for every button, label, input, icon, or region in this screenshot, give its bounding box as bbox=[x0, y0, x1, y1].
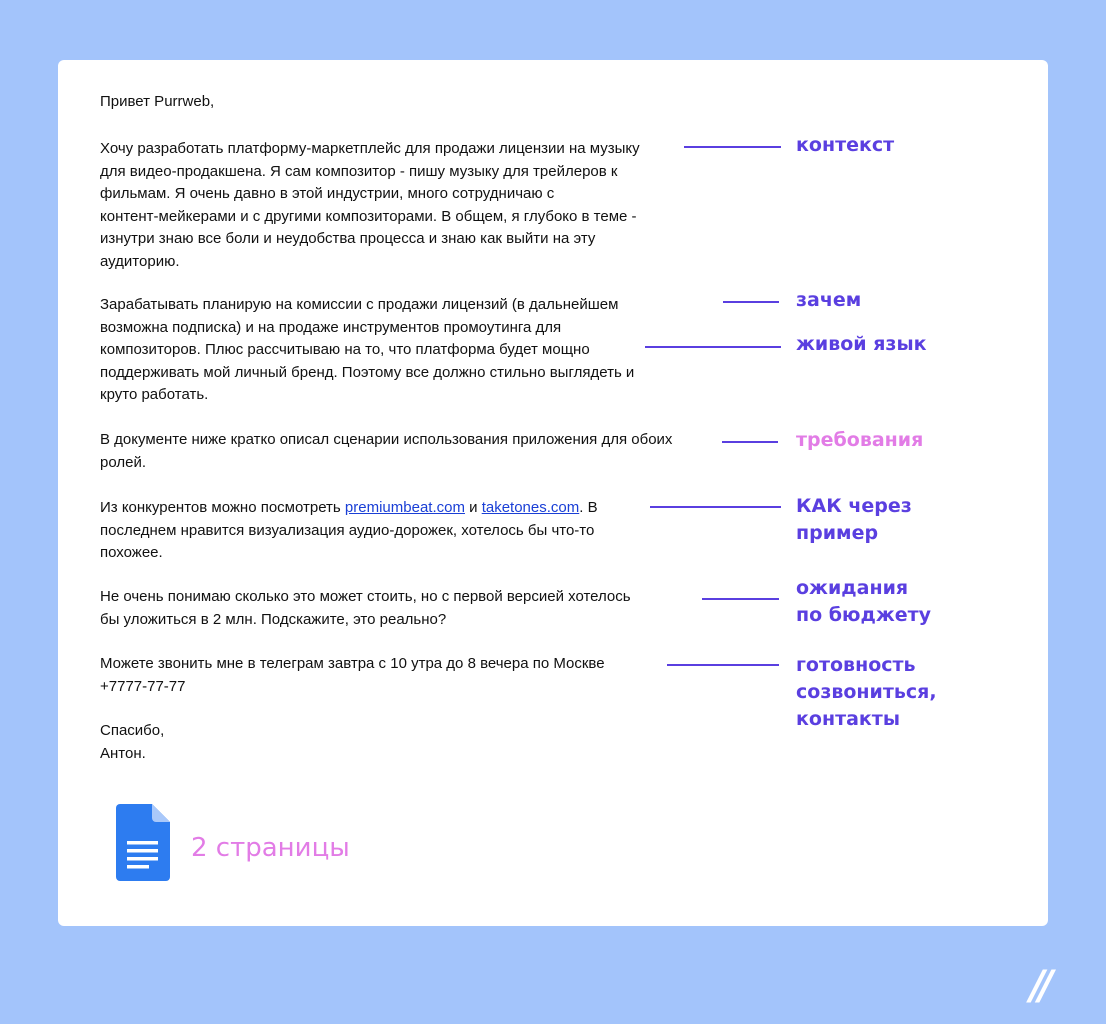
letter-paragraph-contacts: Можете звонить мне в телеграм завтра с 10 утра до 8 вечера по Москве +7777-77-77 bbox=[100, 655, 605, 695]
connector-line-requirements bbox=[722, 441, 778, 443]
connector-line-live-language bbox=[645, 346, 781, 348]
connector-line-why bbox=[723, 301, 779, 303]
letter-closing: Спасибо, Антон. bbox=[100, 722, 165, 762]
letter-paragraph-budget: Не очень понимаю сколько это может стоить, но с первой версией хотелось бы уложиться в 2 млн. Подскажите, это реально? bbox=[100, 588, 631, 628]
brand-logo: // bbox=[1030, 963, 1048, 1009]
competitors-text-and: и bbox=[464, 499, 482, 516]
google-docs-icon bbox=[116, 804, 170, 881]
annotation-live-language: живой язык bbox=[796, 333, 927, 355]
connector-line-how-example bbox=[650, 506, 781, 508]
annotation-how-example: КАК через пример bbox=[796, 495, 912, 544]
annotation-why: зачем bbox=[796, 289, 862, 311]
annotation-requirements: требования bbox=[796, 429, 924, 451]
competitors-text-prefix: Из конкурентов можно посмотреть bbox=[100, 499, 345, 516]
connector-line-contacts bbox=[667, 664, 779, 666]
connector-line-budget bbox=[702, 598, 779, 600]
annotation-contacts: готовность созвониться, контакты bbox=[796, 654, 937, 730]
pages-count-label: 2 страницы bbox=[191, 833, 350, 863]
annotation-context: контекст bbox=[796, 134, 895, 156]
letter-paragraph-requirements: В документе ниже кратко описал сценарии использования приложения для обоих ролей. bbox=[100, 431, 673, 471]
link-taketones[interactable]: taketones.com bbox=[481, 499, 580, 516]
letter-paragraph-monetization: Зарабатывать планирую на комиссии с продажи лицензий (в дальнейшем возможна подписка) и на продаже инструментов промоутинга для композиторов. Плюс рассчитываю на то, что платформа будет мощно поддерживать мой личный бренд. Поэтому все должно стильно выглядеть и круто работать. bbox=[100, 296, 635, 403]
letter-greeting: Привет Purrweb, bbox=[100, 93, 215, 110]
connector-line-context bbox=[684, 146, 781, 148]
link-premiumbeat[interactable]: premiumbeat.com bbox=[344, 499, 465, 516]
letter-paragraph-competitors bbox=[100, 497, 598, 565]
competitors-text-suffix: . В последнем нравится визуализация аудио-дорожек, хотелось бы что-то похожее. bbox=[100, 499, 598, 561]
annotation-budget: ожидания по бюджету bbox=[796, 577, 932, 626]
letter-paragraph-context: Хочу разработать платформу-маркетплейс для продажи лицензии на музыку для видео-продакшена. Я сам композитор - пишу музыку для трейлеров к фильмам. Я очень давно в этой индустрии, много сотрудничаю с контент-мейкерами и с другими композиторами. В общем, я глубоко в теме - изнутри знаю все боли и неудобства процесса и знаю как выйти на эту аудиторию. bbox=[100, 140, 640, 270]
